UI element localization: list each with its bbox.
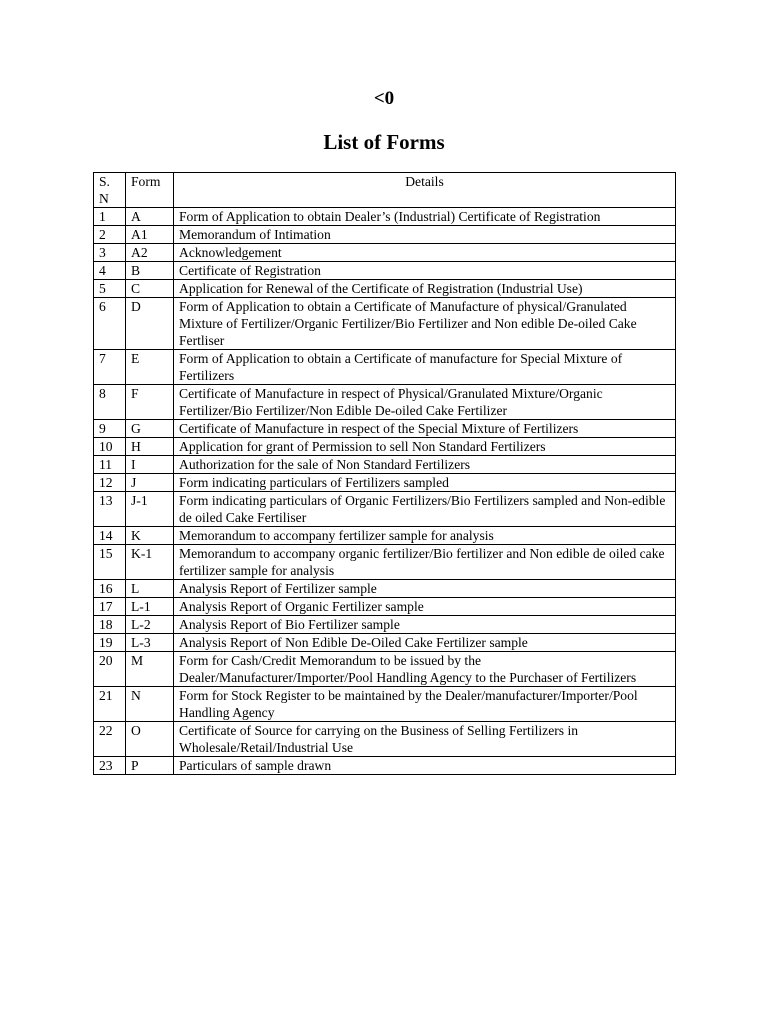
cell-form: D <box>126 298 174 350</box>
table-row <box>94 244 676 262</box>
cell-details: Memorandum of Intimation <box>174 226 676 244</box>
table-row <box>94 598 676 616</box>
cell-serial-number: 18 <box>94 616 126 634</box>
cell-serial-number: 21 <box>94 687 126 722</box>
cell-details: Form of Application to obtain Dealer’s (Industrial) Certificate of Registration <box>174 208 676 226</box>
cell-form: L <box>126 580 174 598</box>
cell-form: J <box>126 474 174 492</box>
cell-form: C <box>126 280 174 298</box>
cell-serial-number: 15 <box>94 545 126 580</box>
cell-serial-number: 10 <box>94 438 126 456</box>
table-row <box>94 226 676 244</box>
cell-details: Certificate of Manufacture in respect of the Special Mixture of Fertilizers <box>174 420 676 438</box>
cell-form: K-1 <box>126 545 174 580</box>
cell-form: A <box>126 208 174 226</box>
cell-details: Certificate of Registration <box>174 262 676 280</box>
page-mark: <0 <box>373 88 395 109</box>
table-row <box>94 527 676 545</box>
cell-serial-number: 13 <box>94 492 126 527</box>
table-row <box>94 456 676 474</box>
cell-serial-number: 14 <box>94 527 126 545</box>
cell-form: P <box>126 757 174 775</box>
cell-details: Particulars of sample drawn <box>174 757 676 775</box>
cell-form: B <box>126 262 174 280</box>
cell-serial-number: 3 <box>94 244 126 262</box>
table-row <box>94 208 676 226</box>
table-row <box>94 634 676 652</box>
cell-serial-number: 11 <box>94 456 126 474</box>
cell-details: Form of Application to obtain a Certificate of Manufacture of physical/Granulated Mixture of Fertilizer/Organic Fertilizer/Bio Fertilizer and Non edible De-oiled Cake Fertliser <box>174 298 676 350</box>
cell-serial-number: 5 <box>94 280 126 298</box>
table-row <box>94 262 676 280</box>
cell-details: Form for Stock Register to be maintained by the Dealer/manufacturer/Importer/Pool Handling Agency <box>174 687 676 722</box>
cell-serial-number: 23 <box>94 757 126 775</box>
cell-form: O <box>126 722 174 757</box>
cell-details: Certificate of Manufacture in respect of Physical/Granulated Mixture/Organic Fertilizer/Bio Fertilizer/Non Edible De-oiled Cake Fertilizer <box>174 385 676 420</box>
cell-serial-number: 9 <box>94 420 126 438</box>
cell-serial-number: 19 <box>94 634 126 652</box>
table-row <box>94 280 676 298</box>
table-row <box>94 580 676 598</box>
cell-details: Application for grant of Permission to sell Non Standard Fertilizers <box>174 438 676 456</box>
table-row <box>94 438 676 456</box>
table-row <box>94 687 676 722</box>
table-row <box>94 350 676 385</box>
cell-form: F <box>126 385 174 420</box>
cell-form: J-1 <box>126 492 174 527</box>
cell-details: Application for Renewal of the Certificate of Registration (Industrial Use) <box>174 280 676 298</box>
cell-serial-number: 20 <box>94 652 126 687</box>
cell-details: Certificate of Source for carrying on the Business of Selling Fertilizers in Wholesale/Retail/Industrial Use <box>174 722 676 757</box>
cell-details: Analysis Report of Organic Fertilizer sample <box>174 598 676 616</box>
cell-form: L-3 <box>126 634 174 652</box>
cell-details: Analysis Report of Fertilizer sample <box>174 580 676 598</box>
cell-serial-number: 12 <box>94 474 126 492</box>
table-row <box>94 652 676 687</box>
table-row <box>94 385 676 420</box>
cell-form: A1 <box>126 226 174 244</box>
cell-details: Authorization for the sale of Non Standard Fertilizers <box>174 456 676 474</box>
cell-details: Form indicating particulars of Fertilizers sampled <box>174 474 676 492</box>
cell-form: G <box>126 420 174 438</box>
cell-form: L-2 <box>126 616 174 634</box>
cell-details: Acknowledgement <box>174 244 676 262</box>
header-form: Form <box>126 173 174 208</box>
cell-details: Form of Application to obtain a Certificate of manufacture for Special Mixture of Fertilizers <box>174 350 676 385</box>
cell-form: H <box>126 438 174 456</box>
cell-details: Memorandum to accompany organic fertilizer/Bio fertilizer and Non edible de oiled cake fertilizer sample for analysis <box>174 545 676 580</box>
cell-form: M <box>126 652 174 687</box>
cell-serial-number: 4 <box>94 262 126 280</box>
cell-details: Form indicating particulars of Organic Fertilizers/Bio Fertilizers sampled and Non-edible de oiled Cake Fertiliser <box>174 492 676 527</box>
cell-serial-number: 22 <box>94 722 126 757</box>
cell-serial-number: 17 <box>94 598 126 616</box>
page-title: List of Forms <box>323 130 445 154</box>
table-row <box>94 722 676 757</box>
table-row <box>94 492 676 527</box>
table-row <box>94 757 676 775</box>
table-body <box>94 208 676 775</box>
table-row <box>94 298 676 350</box>
cell-serial-number: 7 <box>94 350 126 385</box>
cell-form: A2 <box>126 244 174 262</box>
cell-serial-number: 2 <box>94 226 126 244</box>
table-row <box>94 616 676 634</box>
cell-serial-number: 6 <box>94 298 126 350</box>
header-details: Details <box>174 173 676 208</box>
cell-form: K <box>126 527 174 545</box>
cell-details: Form for Cash/Credit Memorandum to be issued by the Dealer/Manufacturer/Importer/Pool Handling Agency to the Purchaser of Fertilizers <box>174 652 676 687</box>
cell-form: E <box>126 350 174 385</box>
cell-serial-number: 1 <box>94 208 126 226</box>
table-row <box>94 545 676 580</box>
table-row <box>94 420 676 438</box>
cell-form: I <box>126 456 174 474</box>
table-header-row <box>94 173 676 208</box>
table-row <box>94 474 676 492</box>
forms-table <box>93 172 676 775</box>
cell-form: N <box>126 687 174 722</box>
cell-serial-number: 8 <box>94 385 126 420</box>
cell-details: Memorandum to accompany fertilizer sample for analysis <box>174 527 676 545</box>
cell-details: Analysis Report of Bio Fertilizer sample <box>174 616 676 634</box>
header-serial-number: S. N <box>94 173 126 208</box>
cell-serial-number: 16 <box>94 580 126 598</box>
cell-form: L-1 <box>126 598 174 616</box>
cell-details: Analysis Report of Non Edible De-Oiled Cake Fertilizer sample <box>174 634 676 652</box>
